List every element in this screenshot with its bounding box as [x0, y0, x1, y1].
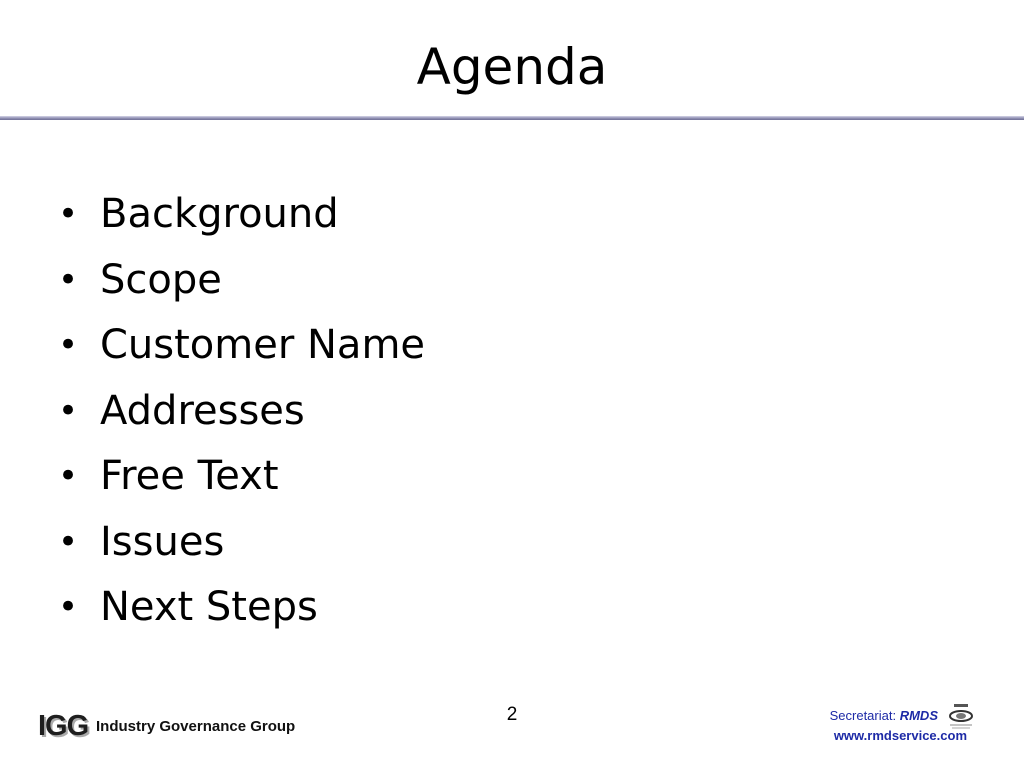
list-item-text: Next Steps — [100, 584, 318, 631]
bullet-icon: • — [58, 456, 79, 497]
list-item-text: Addresses — [100, 387, 305, 434]
website-link[interactable]: www.rmdservice.com — [833, 728, 967, 743]
bullet-icon: • — [58, 390, 79, 431]
igg-logo: IGG — [38, 710, 89, 742]
list-item-text: Scope — [100, 256, 222, 303]
title-divider — [0, 116, 1024, 120]
list-item — [58, 444, 425, 510]
list-item-text: Background — [100, 191, 339, 238]
bullet-icon: • — [58, 325, 79, 366]
rmds-logo-icon — [946, 703, 976, 731]
list-item — [58, 182, 425, 248]
list-item — [58, 575, 425, 641]
agenda-list — [58, 182, 425, 641]
list-item — [58, 313, 425, 379]
list-item-text: Customer Name — [100, 322, 426, 369]
bullet-icon: • — [58, 259, 79, 300]
group-name: Industry Governance Group — [96, 718, 296, 735]
bullet-icon: • — [58, 521, 79, 562]
list-item-text: Free Text — [100, 453, 279, 500]
list-item — [58, 248, 425, 314]
slide-title: Agenda — [416, 38, 608, 96]
list-item — [58, 510, 425, 576]
secretariat-label: Secretariat: — [829, 708, 897, 723]
bullet-icon: • — [58, 194, 79, 235]
page-number: 2 — [506, 704, 518, 725]
secretariat-brand: RMDS — [899, 708, 938, 723]
secretariat-line — [830, 708, 938, 723]
list-item — [58, 379, 425, 445]
bullet-icon: • — [58, 587, 79, 628]
list-item-text: Issues — [100, 518, 225, 565]
